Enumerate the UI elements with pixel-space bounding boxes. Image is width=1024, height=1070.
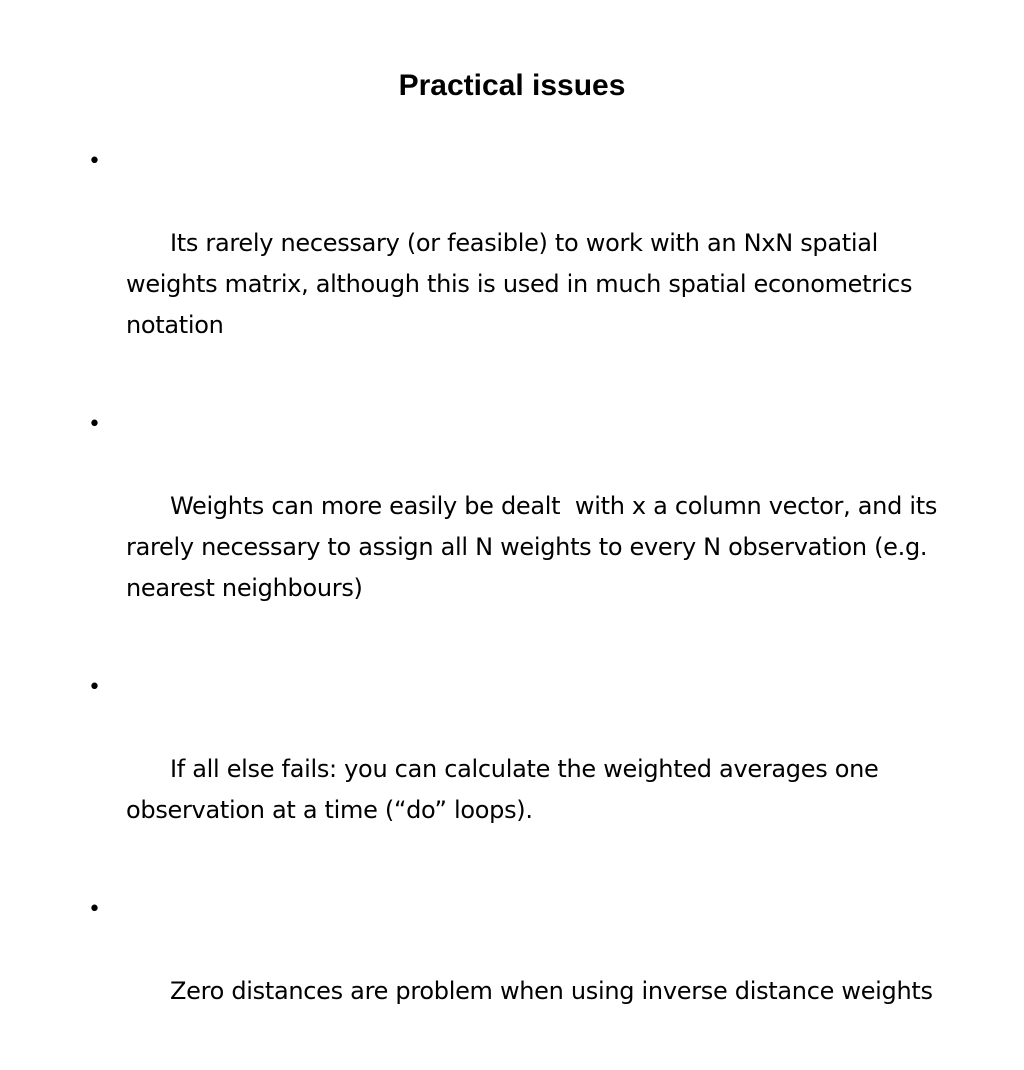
bullet-list [86,141,946,1070]
bullet-marker: • [88,897,101,922]
bullet-marker: • [88,149,101,174]
bullet-item [86,141,946,387]
bullet-text: If all else fails: you can calculate the weighted averages one observation at a time (“do” loops). [126,755,886,824]
bullet-item [86,667,946,872]
bullet-marker: • [88,412,101,437]
bullet-text: Weights can more easily be dealt with x a column vector, and its rarely necessary to assign all N weights to every N observation (e.g. nearest neighbours) [126,492,945,602]
slide-title: Practical issues [398,69,626,102]
bullet-text: Its rarely necessary (or feasible) to work with an NxN spatial weights matrix, although this is used in much spatial econometrics notation [126,229,920,339]
bullet-text: Zero distances are problem when using inverse distance weights [169,977,933,1005]
bullet-item [86,404,946,650]
bullet-marker: • [88,675,101,700]
bullet-item [86,889,946,1053]
